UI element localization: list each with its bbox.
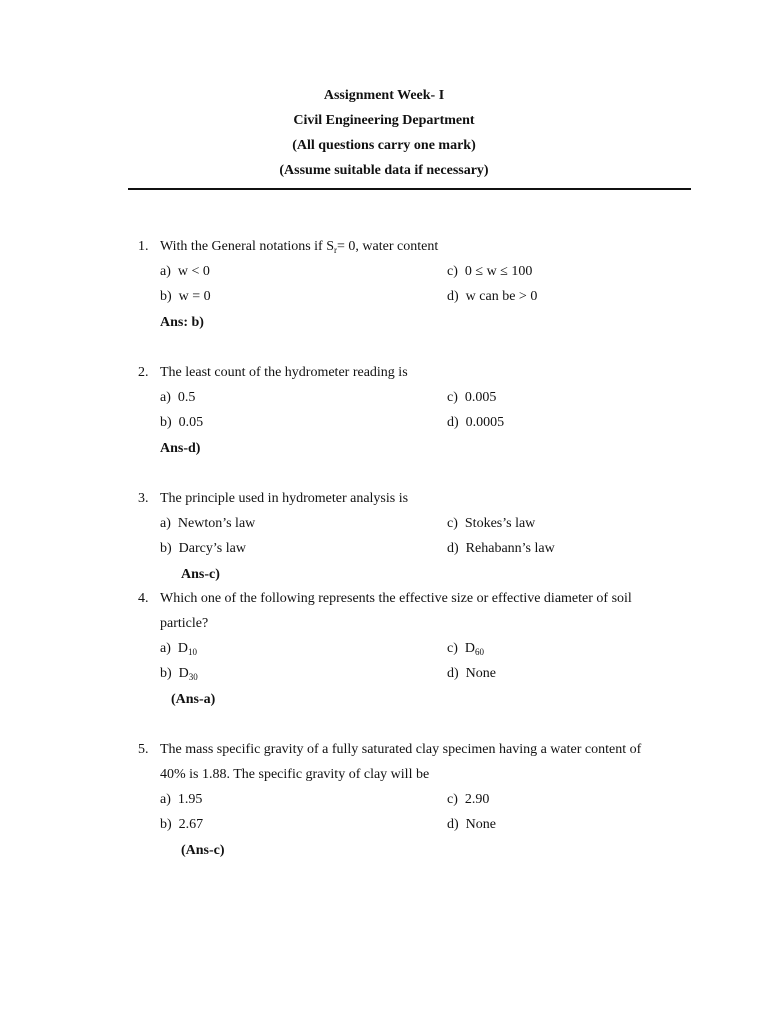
question-text-line-1: Which one of the following represents the effective size or effective diameter of soil: [160, 591, 632, 606]
department-name: Civil Engineering Department: [293, 113, 475, 128]
header-divider: [128, 188, 691, 190]
question-text-line-2: 40% is 1.88. The specific gravity of clay will be: [160, 767, 430, 782]
question-number: 1.: [138, 239, 149, 254]
option-c[interactable]: c) Stokes’s law: [447, 516, 536, 531]
question-text-line-2: particle?: [160, 616, 209, 631]
question-text: The least count of the hydrometer reading is: [160, 365, 408, 380]
answer: (Ans-c): [181, 843, 225, 858]
option-d[interactable]: d) 0.0005: [447, 415, 505, 430]
answer: Ans: b): [160, 315, 204, 330]
question-number: 2.: [138, 365, 149, 380]
option-d[interactable]: d) w can be > 0: [447, 289, 538, 304]
option-b[interactable]: b) 2.67: [160, 817, 204, 832]
option-a[interactable]: a) w < 0: [160, 264, 210, 279]
option-c[interactable]: c) 0 ≤ w ≤ 100: [447, 264, 533, 279]
question-text: The principle used in hydrometer analysis is: [160, 491, 409, 506]
data-note: (Assume suitable data if necessary): [279, 163, 489, 178]
option-c[interactable]: c) 2.90: [447, 792, 490, 807]
option-a[interactable]: a) 0.5: [160, 390, 196, 405]
question-text-line-1: The mass specific gravity of a fully saturated clay specimen having a water content of: [160, 742, 642, 757]
marks-note: (All questions carry one mark): [292, 138, 476, 153]
question-text: With the General notations if $S_r= 0$, water content: [160, 239, 439, 255]
answer: Ans-d): [160, 441, 201, 456]
answer: (Ans-a): [171, 692, 216, 707]
option-d[interactable]: d) Rehabann’s law: [447, 541, 555, 556]
assignment-title: Assignment Week- I: [323, 88, 445, 103]
option-d[interactable]: d) None: [447, 817, 496, 832]
option-c[interactable]: c) 0.005: [447, 390, 497, 405]
option-b[interactable]: b) Darcy’s law: [160, 541, 246, 556]
option-d[interactable]: d) None: [447, 666, 496, 681]
question-number: 3.: [138, 491, 149, 506]
option-a[interactable]: a) $D_{10}$: [160, 641, 198, 657]
option-b[interactable]: b) 0.05: [160, 415, 204, 430]
option-a[interactable]: a) Newton’s law: [160, 516, 256, 531]
answer: Ans-c): [181, 567, 220, 582]
option-c[interactable]: c) $D_{60}$: [447, 641, 485, 657]
question-number: 4.: [138, 591, 149, 606]
question-number: 5.: [138, 742, 149, 757]
option-b[interactable]: b) w = 0: [160, 289, 211, 304]
option-a[interactable]: a) 1.95: [160, 792, 203, 807]
option-b[interactable]: b) $D_{30}$: [160, 666, 198, 682]
